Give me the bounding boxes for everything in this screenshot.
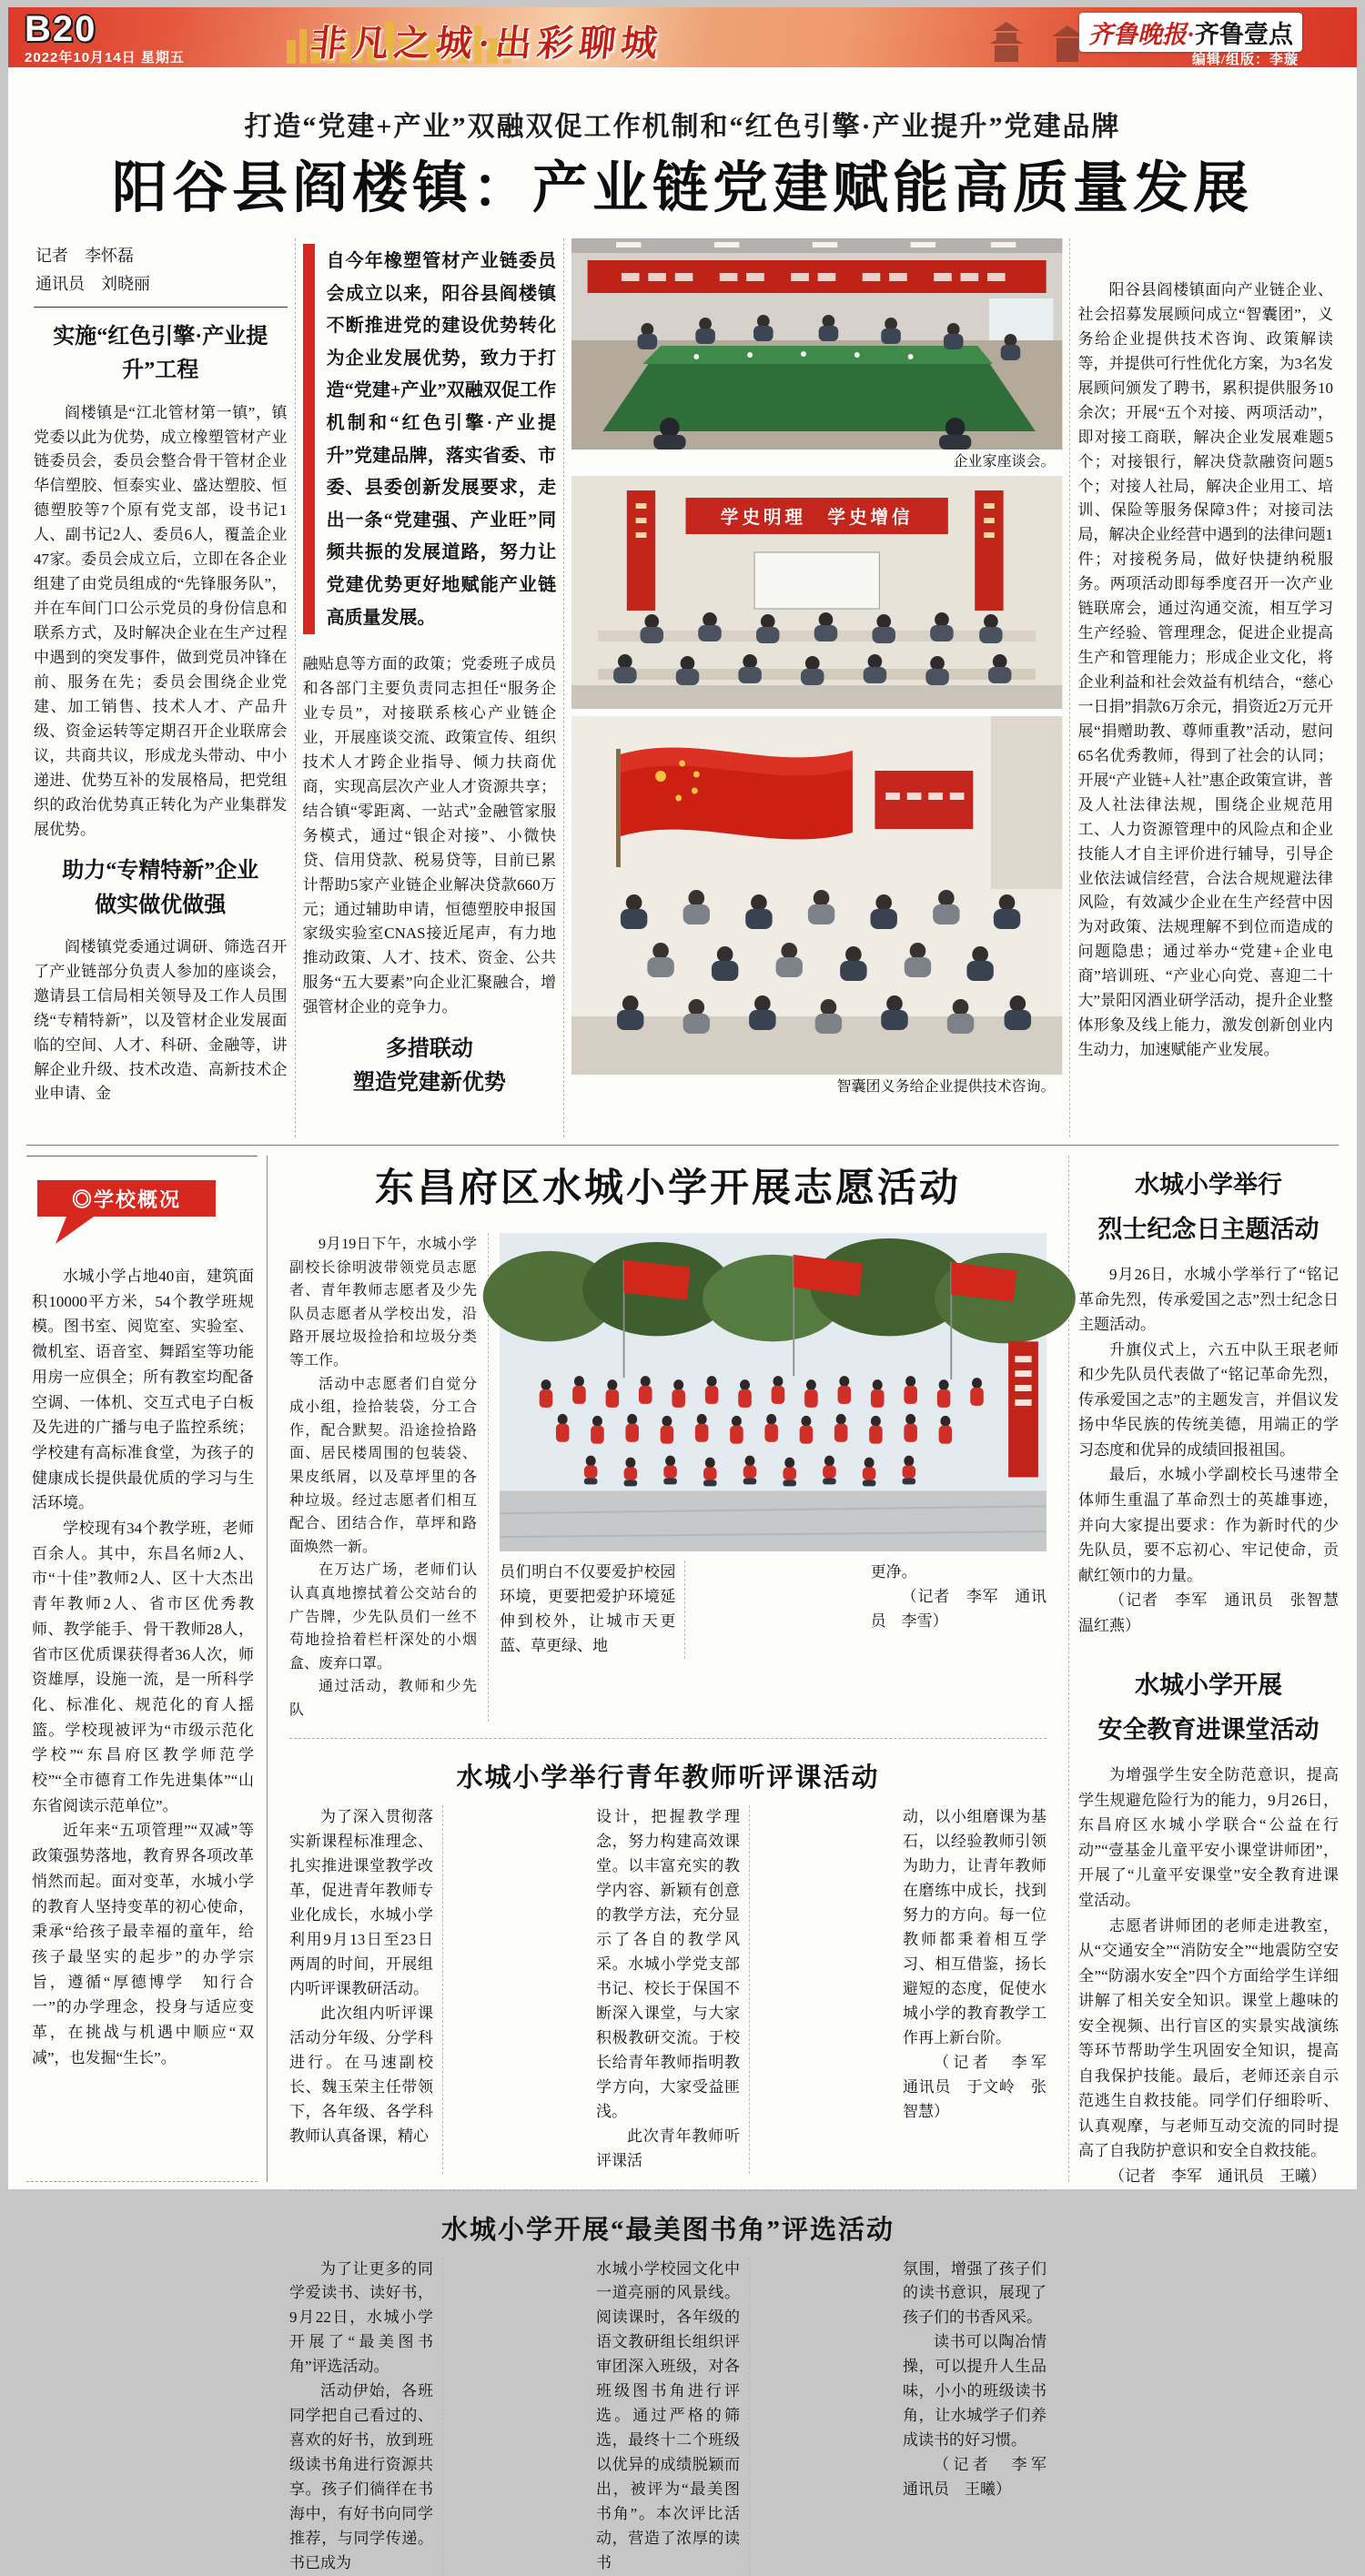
lead-paragraph: 阳谷县阎楼镇面向产业链企业、社会招募发展顾问成立“智囊团”，义务给企业提供技术咨询、政策解读等，并提供可行性优化方案，为3名发展顾问颁发了聘书，累积提供服务10余次；开展“五个对接、两项活动”，即对接工商联，解决企业发展难题5个；对接银行，解决贷款融资问题5个；对接人社局，解决企业用工、培训、保险等服务保障3件；对接司法局，解决企业经营中遇到的法律问题1件；对接税务局，做好快捷纳税服务。两项活动即每季度召开一次产业链联席会，通过沟通交流，相互学习生产经验、管理理念，促进企业提高生产和管理能力；形成企业文化，将企业利益和社会效益有机结合，“慈心一日捐”捐款6万余元，捐资近2万元开展“捐赠助教、尊师重教”活动，慰问65名优秀教师，得到了社会的认同；开展“产业链+人社”惠企政策宣讲，普及人社法律法规，围绕企业规范用工、人力资源管理中的风险点和企业技能人才自主评价进行辅导，引导企业依法诚信经营，合法合规规避法律风险，有效减少企业在生产经营中因为对政策、法规理解不到位而造成的问题隐患；通过举办“党建+企业电商”培训班、“产业心向党、喜迎二十大”景阳冈酒业研学活动，提升企业整体形象及线上能力，激发创新创业内生动力，加速赋能产业发展。: [1077, 281, 1333, 1059]
masthead-logo: 齐鲁晚报·齐鲁壹点: [1079, 13, 1302, 52]
photo3-caption: 智囊团义务给企业提供技术咨询。: [836, 1079, 1056, 1096]
martyr-paragraph: 9月26日，水城小学举行了“铭记革命先烈，传承爱国之志”烈士纪念日主题活动。: [1078, 1266, 1339, 1334]
subhead-2: 助力“专精特新”企业 做实做优做强: [62, 859, 259, 917]
lead-paragraph: 阎楼镇党委通过调研、筛选召开了产业链部分负责人参加的座谈会，邀请县工信局相关领导及工作人员围绕“专精特新”，以及管材企业发展面临的空间、人才、科研、金融等，讲解企业升级、技术改造、高新技术企业申请、金: [34, 937, 288, 1103]
date: 2022年10月14日: [25, 50, 136, 66]
column-divider: [1069, 238, 1070, 1137]
volunteer-photo-area: [500, 1233, 1046, 1722]
books-article: [289, 2258, 1062, 2576]
safety-paragraph: 为增强学生安全防范意识，提高学生规避危险行为的能力，9月26日，东昌府区水城小学联合“公益在行动”“壹基金儿童平安小课堂讲师团”，开展了“儿童平安课堂”安全教育进课堂活动。: [1078, 1766, 1339, 1909]
school-profile-tag-label: ◎学校概况: [71, 1188, 182, 1211]
photo-advisory-group: [571, 716, 1062, 1075]
volunteer-column-2: 员们明白不仅要爱护校园环境，更要把爱护环境延伸到校外，让城市天更蓝、草更绿、地: [500, 1563, 676, 1654]
photo-volunteer-group: [500, 1233, 1046, 1551]
page-header-banner: [8, 7, 1357, 67]
photo-study-session: [571, 476, 1062, 709]
subhead-1: 实施“红色引擎·产业提 升”工程: [53, 325, 268, 383]
lead-column-5: [1077, 238, 1333, 1137]
page-number: B20: [25, 9, 97, 49]
paper-sheet: [8, 7, 1357, 2571]
martyr-byline: （记者 李军 通讯员 张智慧 温红燕）: [1078, 1591, 1354, 1634]
column-divider: [295, 238, 296, 1137]
lead-headline: 阳谷县阎楼镇：产业链党建赋能高质量发展: [111, 158, 1253, 219]
school-profile-tag: [37, 1180, 228, 1250]
school-paragraph: 近年来“五项管理”“双减”等政策强势落地，教育界各项改革悄然而起。面对变革，水城小学的教育人坚持变革的初心使命，秉承“给孩子最幸福的童年，给孩子最坚实的起步”的办学宗旨，遵循“厚德博学 知行合一”的办学理念，投身与适应变革，在挑战与机遇中顺应“双减”，也发掘“生长”。: [32, 1822, 254, 2066]
column-divider: [442, 2258, 587, 2576]
volunteer-column-1: 9月19日下午，水城小学副校长徐明波带领党员志愿者、青年教师志愿者及少先队员志愿者从学校出发，沿路开展垃圾捡拾和垃圾分类等工作。 活动中志愿者们自觉分成小组，捡拾装袋，分工合作，配合默契。沿途捡拾路面、居民楼周围的包装袋、果皮纸屑，以及草坪里的各种垃圾。经过志愿者们相互配合、团结合作，草坪和路面焕然一新。 在万达广场，老师们认认真真地擦拭着公交站台的广告牌，少先队员们一丝不苟地捡拾着栏杆深处的小烟盒、废弃口罩。 通过活动，教师和少先队: [289, 1237, 477, 1718]
column-divider: [442, 1805, 587, 2173]
books-column-1: 为了让更多的同学爱读书、读好书，9月22日，水城小学开展了“最美图书角”评选活动。 活动伊始，各班同学把自己看过的、喜欢的好书，放到班级读书角进行资源共享。孩子们徜徉在书海中，有好书向同学推荐，与同学传递。书已成为: [289, 2259, 433, 2571]
masthead-right: 齐鲁壹点: [1195, 21, 1293, 48]
section-divider: [26, 1145, 1339, 1146]
lead-photo-column: [571, 238, 1062, 1137]
school-paragraph: 学校现有34个教学班，老师百余人。其中，东昌名师2人、市“十佳”教师2人、区十大杰出青年教师2人、省市区优秀教师、教学能手、骨干教师28人，省市区优质课获得者36人次，师资雄厚，设施一流，是一所科学化、标准化、规范化的育人摇篮。学校现被评为“市级示范化学校”“东昌府区教学师范学校”“全市德育工作先进集体”“山东省阅读示范单位”。: [32, 1520, 254, 1814]
editor-credit: 编辑/组版：李璇: [1191, 53, 1299, 67]
volunteer-below-photo: [500, 1561, 1046, 1659]
masthead-left: 齐鲁晚报: [1087, 21, 1187, 48]
books-column-3: 氛围，增强了孩子们的读书意识，展现了孩子们的书香风采。 读书可以陶冶情操，可以提升人生品味，小小的班级读书角，让水城学子们养成读书的好习惯。 （记者 李军 通讯员 王曦）: [903, 2258, 1046, 2576]
safety-headline: 水城小学开展 安全教育进课堂活动: [1097, 1672, 1320, 1743]
volunteer-headline: 东昌府区水城小学开展志愿活动: [375, 1167, 961, 1210]
books-headline: 水城小学开展“最美图书角”评选活动: [440, 2215, 895, 2245]
school-profile-box: [26, 1156, 258, 2182]
eval-column-1: 为了深入贯彻落实新课程标准理念、扎实推进课堂教学改革，促进青年教师专业化成长，水城小学利用9月13日至23日两周的时间，开展组内听评课教研活动。 此次组内听评课活动分年级、分学科进行。在马速副校长、魏玉荣主任带领下，各年级、各学科教师认真备课，精心: [289, 1808, 433, 2145]
school-paragraph: 水城小学占地40亩，建筑面积10000平方米，54个教学班规模。图书室、阅览室、实验室、微机室、语音室、舞蹈室等功能用房一应俱全；所有教室均配备空调、一体机、交互式电子白板及先进的广播与电子监控系统；学校建有高标准食堂，为孩子的健康成长提供最优质的学习与生活环境。: [32, 1268, 254, 1512]
subhead-3: 多措联动 塑造党建新优势: [352, 1037, 506, 1096]
volunteer-column-3: 更净。 （记者 李军 通讯员 李雪）: [871, 1561, 1046, 1659]
weekday: 星期五: [140, 50, 185, 66]
column-divider: [267, 1156, 268, 2182]
books-column-2: 水城小学校园文化中一道亮丽的风景线。阅读课时，各年级的语文教研组长组织评审团深入班级，对各班级图书角进行评选。通过严格的筛选，最终十二个班级以优异的成绩脱颖而出，被评为“最美图书角”。本次评比活动，营造了浓厚的读书: [596, 2259, 740, 2571]
column-divider: [563, 238, 564, 1137]
martyr-headline: 水城小学举行 烈士纪念日主题活动: [1097, 1171, 1320, 1243]
lead-paragraph: 阎楼镇是“江北管材第一镇”，镇党委以此为优势，成立橡塑管材产业链委员会，委员会整合骨干管材企业华信塑胶、恒泰实业、盛达塑胶、恒德塑胶等7个原有党支部，设书记1人、副书记2人、委员6人，覆盖企业47家。委员会成立后，立即在各企业组建了由党员组成的“先锋服务队”，并在车间门口公示党员的身份信息和联系方式，及时解决企业在生产过程中遇到的突发事件，做到党员冲锋在前、服务在先；委员会围绕企业党建、加工销售、技术人才、产品升级、资金运转等定期召开企业联席会议，共商共议，形成龙头带动、中小递进、优势互补的发展格局，把党组织的政治优势真正转化为产业集群发展优势。: [34, 403, 288, 838]
lead-column-1: [34, 238, 288, 1137]
column-divider: [749, 2258, 894, 2576]
eval-headline: 水城小学举行青年教师听评课活动: [456, 1763, 880, 1793]
eval-column-3: 动，以小组磨课为基石，以经验教师引领为助力，让青年教师在磨练中成长，找到努力的方向。每一位教师都秉着相互学习、相互借鉴，扬长避短的态度，促使水城小学的教育教学工作再上新台阶。 （记者 李军 通讯员 于文岭 张智慧）: [903, 1805, 1046, 2173]
martyr-paragraph: 最后，水城小学副校长马速带全体师生重温了革命烈士的英雄事迹，并向大家提出要求：作为新时代的少先队员，要不忘初心、牢记使命，贡献红领巾的力量。: [1078, 1466, 1339, 1584]
lead-intro-text: 自今年橡塑管材产业链委员会成立以来，阳谷县阎楼镇不断推进党的建设优势转化为企业发展优势，致力于打造“党建+产业”双融双促工作机制和“红色引擎·产业提升”党建品牌，落实省委、市委、县委创新发展要求，走出一条“党建强、产业旺”同频共振的发展道路，努力让党建优势更好地赋能产业链高质量发展。: [326, 251, 557, 628]
byline: [34, 238, 288, 308]
photo2-banner-text: 学史明理 学史增信: [720, 508, 914, 529]
eval-byline: （记者 李军 通讯员 于文岭 张智慧）: [903, 2053, 1062, 2120]
middle-articles: [277, 1156, 1062, 2571]
banner-slogan: 非凡之城·出彩聊城: [308, 23, 665, 64]
volunteer-article: [289, 1233, 1046, 1722]
byline-correspondent: 通讯员 刘晓丽: [35, 274, 150, 293]
volunteer-byline: （记者 李军 通讯员 李雪）: [870, 1587, 1046, 1630]
article-divider: [289, 2190, 1046, 2191]
books-byline: （记者 李军 通讯员 王曦）: [903, 2456, 1062, 2498]
lead-article-columns: [34, 238, 1333, 1137]
bottom-section: [26, 1156, 1354, 2571]
martyr-paragraph: 升旗仪式上，六五中队王珉老师和少先队员代表做了“铭记革命先烈，传承爱国之志”的主题发言，并倡议发扬中华民族的传统美德，用端正的学习态度和优异的成绩回报祖国。: [1078, 1340, 1339, 1459]
column-divider: [749, 1805, 894, 2173]
eval-column-2: 设计，把握教学理念，努力构建高效课堂。以丰富充实的教学内容、新颖有创意的教学方法，充分显示了各自的教学风采。水城小学党支部书记、校长于保国不断深入课堂，与大家积极教研交流。于校长给青年教师指明教学方向，大家受益匪浅。 此次青年教师听评课活: [596, 1808, 740, 2169]
lead-kicker: 打造“党建+产业”双融双促工作机制和“红色引擎·产业提升”党建品牌: [244, 112, 1121, 142]
byline-reporter: 记者 李怀磊: [35, 247, 134, 265]
red-accent-bar: [303, 244, 315, 634]
eval-article: [289, 1805, 1062, 2173]
photo1-caption: 企业家座谈会。: [953, 454, 1056, 470]
article-divider: [289, 1738, 1046, 1739]
safety-paragraph: 志愿者讲师团的老师走进教室，从“交通安全”“消防安全”“地震防空安全”“防溺水安全”四个方面给学生详细讲解了相关安全知识。课堂上趣味的安全视频、出行盲区的实景实战演练等环节帮助学生巩固安全知识，提高自我保护技能。最后，老师还亲自示范逃生自救技能。同学们仔细聆听、认真观摩，与老师互动交流的同时提高了自我防护意识和安全自救技能。: [1078, 1916, 1339, 2160]
column-divider: [684, 1561, 861, 1659]
safety-byline: （记者 李军 通讯员 王曦）: [1109, 2167, 1326, 2185]
right-column: [1078, 1156, 1354, 2185]
lead-paragraph: 融贴息等方面的政策；党委班子成员和各部门主要负责同志担任“服务企业专员”，对接联系核心产业链企业，开展座谈交流、政策宣传、组织技术人才跨企业指导、倾力扶商优商，实现高层次产业人才资源共享；结合镇“零距离、一站式”金融管家服务模式，通过“银企对接”、小微快贷、信用贷款、税易贷等，目前已累计帮助5家产业链企业解决贷款660万元；通过辅助申请，恒德塑胶申报国家级实验室CNAS接近尾声，有力地推动政策、人才、技术、资金、公共服务“五大要素”向企业汇聚融合，增强管材企业的竞争力。: [302, 655, 557, 1016]
lead-intro-block: [303, 244, 557, 634]
photo-enterprise-symposium: [571, 238, 1062, 450]
lead-column-2: [303, 238, 557, 1137]
